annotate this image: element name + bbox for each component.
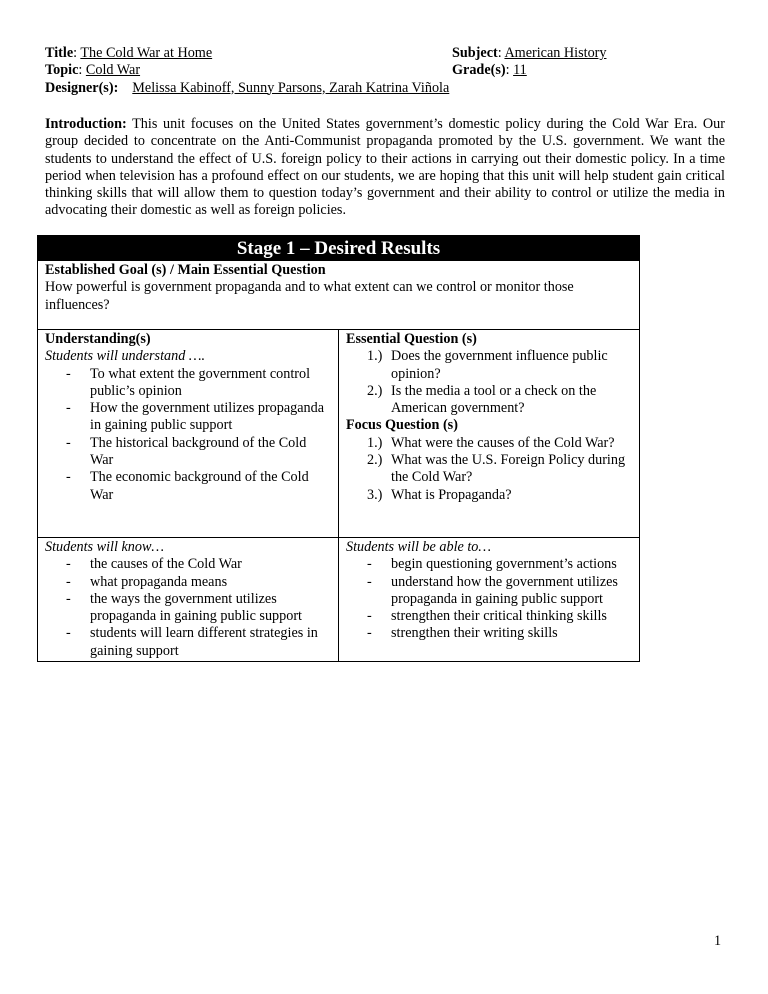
item-number: 2.) — [367, 382, 383, 399]
grades-value: 11 — [513, 62, 527, 79]
list-item: - The historical background of the Cold War — [45, 435, 332, 470]
understandings-row — [38, 330, 639, 538]
subject-field: Subject: American History — [452, 45, 607, 61]
students-know-cell — [38, 538, 339, 661]
students-know-list — [45, 556, 332, 660]
students-able-cell — [339, 538, 639, 661]
item-number: 2.) — [367, 452, 383, 469]
item-text: What was the U.S. Foreign Policy during the Cold War? — [391, 452, 626, 486]
designers-value: Melissa Kabinoff, Sunny Parsons, Zarah Katrina Viñola — [132, 79, 450, 96]
knowledge-skills-row — [38, 538, 639, 661]
list-item: - students will learn different strategies in gaining support — [45, 625, 332, 660]
list-item: - strengthen their critical thinking skills — [346, 608, 633, 625]
item-text: Is the media a tool or a check on the American government? — [391, 382, 597, 417]
item-number: 1.) — [367, 434, 383, 451]
list-item — [346, 452, 633, 487]
header-block — [45, 45, 725, 97]
understandings-cell — [38, 330, 339, 537]
essential-questions-list — [346, 348, 633, 417]
introduction-label: Introduction: — [45, 116, 127, 132]
item-text: What were the causes of the Cold War? — [391, 434, 615, 451]
introduction-text: This unit focuses on the United States government’s domestic policy during the Cold War Era. Our group decided to concentrate on the Anti-Communist propaganda promoted by the U.S. government. We want the students to understand the effect of U.S. foreign policy to their actions in carrying out their domestic policy. In a time period when television has a profound effect on our students, we are hoping that this unit will help student gain critical thinking skills that will allow them to question today’s government and their ability to control or utilize the media in advocating their domestic as well as foreign policies. — [45, 116, 726, 219]
list-item — [346, 435, 633, 452]
list-item: - How the government utilizes propaganda in gaining public support — [45, 400, 332, 435]
subject-value: American History — [504, 45, 607, 61]
list-item: - the causes of the Cold War — [45, 556, 332, 573]
topic-label: Topic — [45, 62, 79, 79]
list-item: - what propaganda means — [45, 574, 332, 591]
title-value: The Cold War at Home — [80, 45, 213, 61]
questions-cell — [339, 330, 639, 537]
list-item — [346, 348, 633, 383]
understandings-intro: Students will understand …. — [45, 348, 206, 365]
stage1-heading: Stage 1 – Desired Results — [38, 236, 639, 261]
list-item: - the ways the government utilizes propaganda in gaining public support — [45, 591, 332, 626]
title-label: Title — [45, 45, 74, 61]
topic-value: Cold War — [85, 62, 141, 79]
topic-field: Topic: Cold War — [45, 62, 141, 79]
focus-questions-label: Focus Question (s) — [346, 417, 458, 434]
list-item — [346, 487, 633, 504]
students-able-list — [346, 556, 633, 642]
subject-label: Subject — [452, 45, 498, 61]
students-know-intro: Students will know… — [45, 539, 165, 555]
list-item — [346, 383, 633, 418]
grades-field: Grade(s): 11 — [452, 62, 527, 79]
header-row-3: Designer(s): Melissa Kabinoff, Sunny Parsons, Zarah Katrina Viñola — [45, 79, 450, 96]
essential-questions-label: Essential Question (s) — [346, 331, 477, 347]
item-text: Does the government influence public opinion? — [391, 348, 608, 382]
list-item: - To what extent the government control public’s opinion — [45, 366, 332, 401]
focus-questions-list — [346, 435, 633, 504]
list-item: - begin questioning government’s actions — [346, 556, 633, 573]
understandings-label: Understanding(s) — [45, 331, 151, 347]
item-text: What is Propaganda? — [391, 486, 512, 503]
established-goal-cell — [38, 261, 639, 330]
header-row-2 — [45, 62, 725, 79]
introduction-paragraph — [45, 116, 725, 220]
page-number: 1 — [714, 933, 722, 949]
stage1-table — [37, 235, 640, 662]
item-number: 3.) — [367, 486, 383, 503]
list-item: - understand how the government utilizes propaganda in gaining public support — [346, 574, 633, 609]
goal-text: How powerful is government propaganda and to what extent can we control or monitor those influences? — [45, 279, 574, 313]
grades-label: Grade(s) — [452, 62, 506, 79]
list-item: - strengthen their writing skills — [346, 625, 633, 642]
designers-label: Designer(s) — [45, 79, 114, 96]
header-row-1 — [45, 45, 725, 62]
list-item: - The economic background of the Cold War — [45, 469, 332, 504]
item-number: 1.) — [367, 348, 383, 365]
students-able-intro: Students will be able to… — [346, 539, 492, 555]
goal-label: Established Goal (s) / Main Essential Question — [45, 262, 326, 278]
understandings-list — [45, 366, 332, 504]
title-field: Title: The Cold War at Home — [45, 45, 213, 61]
